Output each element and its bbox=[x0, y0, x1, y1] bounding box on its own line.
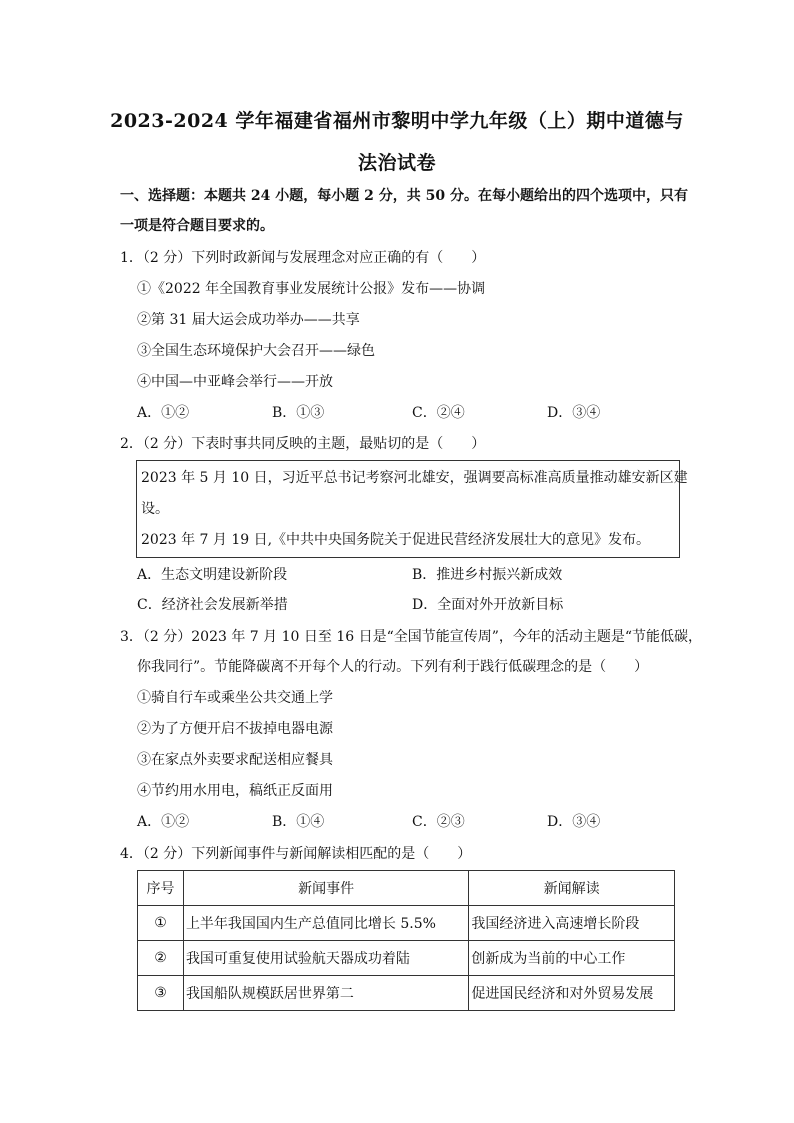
exam-title-line-1: 2023-2024 学年福建省福州市黎明中学九年级（上）期中道德与 bbox=[110, 110, 684, 132]
q1-option-d[interactable]: D．③④ bbox=[547, 405, 601, 421]
table-header-row bbox=[138, 871, 675, 906]
q3-stem-line-1: 3．（2 分）2023 年 7 月 10 日至 16 日是“全国节能宣传周”，今年的活动主题是“节能低碳， bbox=[120, 629, 703, 645]
table-row bbox=[138, 976, 675, 1011]
q1-item-2: ②第 31 届大运会成功举办——共享 bbox=[137, 312, 360, 328]
q2-stem: 2．（2 分）下表时事共同反映的主题，最贴切的是（ ） bbox=[120, 436, 486, 452]
q2-option-b[interactable]: B．推进乡村振兴新成效 bbox=[412, 567, 563, 583]
q2-box-line-2: 设。 bbox=[141, 501, 169, 517]
table-cell: 我国经济进入高速增长阶段 bbox=[469, 906, 675, 941]
q1-option-a[interactable]: A．①② bbox=[137, 405, 190, 421]
table-cell: 促进国民经济和对外贸易发展 bbox=[469, 976, 675, 1011]
q2-option-c[interactable]: C．经济社会发展新举措 bbox=[137, 597, 288, 613]
q2-option-a[interactable]: A．生态文明建设新阶段 bbox=[137, 567, 288, 583]
table-cell: ① bbox=[138, 906, 184, 941]
q4-news-table bbox=[137, 870, 675, 1011]
q3-option-b[interactable]: B．①④ bbox=[272, 814, 325, 830]
q3-item-4: ④节约用水用电，稿纸正反面用 bbox=[137, 783, 333, 799]
table-row bbox=[138, 941, 675, 976]
q3-option-a[interactable]: A．①② bbox=[137, 814, 190, 830]
q3-option-d[interactable]: D．③④ bbox=[547, 814, 601, 830]
table-cell: 我国船队规模跃居世界第二 bbox=[183, 976, 468, 1011]
q1-option-b[interactable]: B．①③ bbox=[272, 405, 325, 421]
table-row bbox=[138, 906, 675, 941]
section-heading-line-2: 一项是符合题目要求的。 bbox=[120, 218, 274, 234]
table-cell: ③ bbox=[138, 976, 184, 1011]
q2-option-d[interactable]: D．全面对外开放新目标 bbox=[412, 597, 564, 613]
table-header-cell: 新闻解读 bbox=[469, 871, 675, 906]
q1-item-4: ④中国—中亚峰会举行——开放 bbox=[137, 374, 333, 390]
q3-item-3: ③在家点外卖要求配送相应餐具 bbox=[137, 752, 333, 768]
q3-option-c[interactable]: C．②③ bbox=[412, 814, 465, 830]
table-header-cell: 新闻事件 bbox=[183, 871, 468, 906]
q1-item-3: ③全国生态环境保护大会召开——绿色 bbox=[137, 343, 375, 359]
q1-item-1: ①《2022 年全国教育事业发展统计公报》发布——协调 bbox=[137, 281, 486, 297]
section-heading-line-1: 一、选择题：本题共 24 小题，每小题 2 分，共 50 分。在每小题给出的四个选项中，只有 bbox=[120, 188, 688, 204]
q2-box-line-1: 2023 年 5 月 10 日，习近平总书记考察河北雄安，强调要高标准高质量推动雄安新区建 bbox=[141, 470, 688, 486]
q2-box-line-3: 2023 年 7 月 19 日,《中共中央国务院关于促进民营经济发展壮大的意见》发布。 bbox=[141, 532, 651, 548]
q4-stem: 4．（2 分）下列新闻事件与新闻解读相匹配的是（ ） bbox=[120, 846, 472, 862]
exam-title-line-2: 法治试卷 bbox=[357, 152, 436, 174]
q3-item-1: ①骑自行车或乘坐公共交通上学 bbox=[137, 690, 333, 706]
q3-item-2: ②为了方便开启不拔掉电器电源 bbox=[137, 721, 333, 737]
table-cell: 上半年我国国内生产总值同比增长 5.5% bbox=[183, 906, 468, 941]
table-cell: 我国可重复使用试验航天器成功着陆 bbox=[183, 941, 468, 976]
q1-option-c[interactable]: C．②④ bbox=[412, 405, 465, 421]
q3-stem-line-2: 你我同行”。节能降碳离不开每个人的行动。下列有利于践行低碳理念的是（ ） bbox=[137, 659, 649, 675]
table-cell: ② bbox=[138, 941, 184, 976]
table-cell: 创新成为当前的中心工作 bbox=[469, 941, 675, 976]
table-header-cell: 序号 bbox=[138, 871, 184, 906]
q1-stem: 1．（2 分）下列时政新闻与发展理念对应正确的有（ ） bbox=[120, 250, 486, 266]
